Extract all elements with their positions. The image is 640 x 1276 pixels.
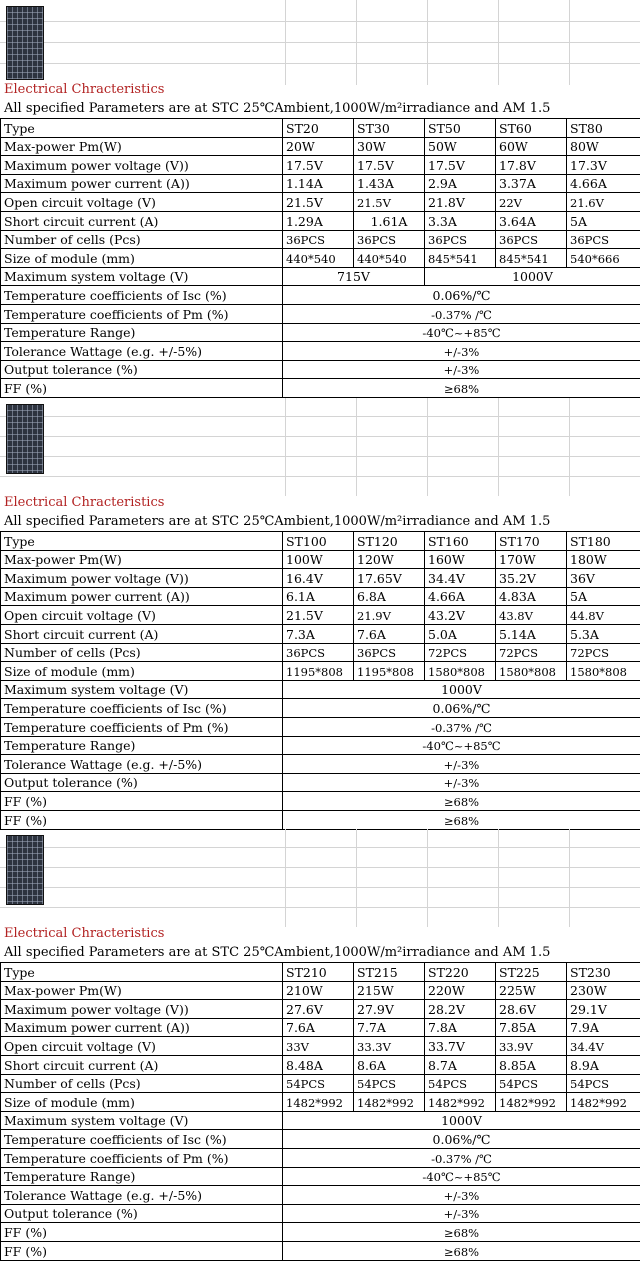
- value-cell: 33V: [283, 1037, 354, 1056]
- table-row: [1, 1093, 640, 1112]
- table-row: [1, 156, 640, 175]
- value-cell: 33.7V: [425, 1037, 496, 1056]
- model-cell: ST230: [567, 963, 640, 982]
- row-label: Size of module (mm): [1, 662, 283, 681]
- value-cell: 36PCS: [425, 230, 496, 249]
- row-label: Temperature coefficients of Isc (%): [1, 1130, 283, 1149]
- value-cell: 0.06%/℃: [283, 699, 640, 718]
- table-row: [1, 699, 640, 718]
- value-cell: 36PCS: [354, 230, 425, 249]
- table-row: [1, 532, 640, 551]
- value-cell: 845*541: [425, 249, 496, 268]
- row-label: Maximum power current (A)): [1, 587, 283, 606]
- value-cell: 29.1V: [567, 1000, 640, 1019]
- row-label: Max-power Pm(W): [1, 981, 283, 1000]
- table-row: [1, 624, 640, 643]
- table-row: [1, 587, 640, 606]
- value-cell: 210W: [283, 981, 354, 1000]
- row-label: Short circuit current (A): [1, 1055, 283, 1074]
- table-row: [1, 379, 640, 398]
- row-label: Type: [1, 119, 283, 138]
- value-cell: +/-3%: [283, 1186, 640, 1205]
- value-cell: +/-3%: [283, 773, 640, 792]
- value-cell: 7.9A: [567, 1018, 640, 1037]
- value-cell: 1000V: [425, 267, 640, 286]
- value-cell: 72PCS: [496, 643, 567, 662]
- model-cell: ST180: [567, 532, 640, 551]
- table-row: [1, 662, 640, 681]
- row-label: Temperature Range): [1, 736, 283, 755]
- value-cell: 7.85A: [496, 1018, 567, 1037]
- value-cell: 7.6A: [354, 624, 425, 643]
- value-cell: 16.4V: [283, 569, 354, 588]
- value-cell: ≥68%: [283, 792, 640, 811]
- row-label: FF (%): [1, 792, 283, 811]
- value-cell: 21.8V: [425, 193, 496, 212]
- row-label: FF (%): [1, 810, 283, 829]
- row-label: Max-power Pm(W): [1, 137, 283, 156]
- value-cell: 17.5V: [283, 156, 354, 175]
- value-cell: 50W: [425, 137, 496, 156]
- table-row: [1, 1074, 640, 1093]
- value-cell: +/-3%: [283, 342, 640, 361]
- row-label: Maximum power voltage (V)): [1, 569, 283, 588]
- value-cell: 1580*808: [425, 662, 496, 681]
- value-cell: 22V: [496, 193, 567, 212]
- value-cell: +/-3%: [283, 755, 640, 774]
- row-label: Size of module (mm): [1, 1093, 283, 1112]
- table-row: [1, 680, 640, 699]
- value-cell: 54PCS: [496, 1074, 567, 1093]
- value-cell: 54PCS: [283, 1074, 354, 1093]
- value-cell: 54PCS: [425, 1074, 496, 1093]
- value-cell: 36PCS: [567, 230, 640, 249]
- value-cell: 43.2V: [425, 606, 496, 625]
- empty-grid-area: [0, 0, 640, 85]
- table-row: [1, 360, 640, 379]
- table-row: [1, 304, 640, 323]
- value-cell: 100W: [283, 550, 354, 569]
- solar-panel-icon: [6, 835, 44, 905]
- value-cell: 4.66A: [567, 174, 640, 193]
- value-cell: 715V: [283, 267, 425, 286]
- value-cell: 43.8V: [496, 606, 567, 625]
- model-cell: ST160: [425, 532, 496, 551]
- table-row: [1, 1130, 640, 1149]
- table-row: [1, 736, 640, 755]
- value-cell: 1.61A: [354, 211, 425, 230]
- value-cell: 7.7A: [354, 1018, 425, 1037]
- value-cell: -40℃~+85℃: [283, 736, 640, 755]
- value-cell: 7.8A: [425, 1018, 496, 1037]
- value-cell: 180W: [567, 550, 640, 569]
- value-cell: 845*541: [496, 249, 567, 268]
- value-cell: 6.8A: [354, 587, 425, 606]
- row-label: Number of cells (Pcs): [1, 230, 283, 249]
- value-cell: 3.64A: [496, 211, 567, 230]
- value-cell: 17.8V: [496, 156, 567, 175]
- value-cell: 5.14A: [496, 624, 567, 643]
- row-label: Short circuit current (A): [1, 624, 283, 643]
- row-label: Output tolerance (%): [1, 1204, 283, 1223]
- row-label: Short circuit current (A): [1, 211, 283, 230]
- value-cell: 1482*992: [425, 1093, 496, 1112]
- value-cell: 0.06%/℃: [283, 286, 640, 305]
- row-label: Maximum power voltage (V)): [1, 156, 283, 175]
- value-cell: 1482*992: [283, 1093, 354, 1112]
- value-cell: 36PCS: [496, 230, 567, 249]
- table-row: [1, 981, 640, 1000]
- value-cell: ≥68%: [283, 810, 640, 829]
- model-cell: ST100: [283, 532, 354, 551]
- table-row: [1, 119, 640, 138]
- value-cell: 1482*992: [354, 1093, 425, 1112]
- value-cell: 54PCS: [354, 1074, 425, 1093]
- value-cell: 230W: [567, 981, 640, 1000]
- value-cell: 1195*808: [354, 662, 425, 681]
- row-label: Size of module (mm): [1, 249, 283, 268]
- value-cell: ≥68%: [283, 1241, 640, 1260]
- value-cell: 30W: [354, 137, 425, 156]
- value-cell: 34.4V: [425, 569, 496, 588]
- table-row: [1, 1204, 640, 1223]
- value-cell: 72PCS: [567, 643, 640, 662]
- model-cell: ST30: [354, 119, 425, 138]
- value-cell: 5.0A: [425, 624, 496, 643]
- row-label: Tolerance Wattage (e.g. +/-5%): [1, 342, 283, 361]
- row-label: FF (%): [1, 379, 283, 398]
- value-cell: 28.6V: [496, 1000, 567, 1019]
- value-cell: 1.43A: [354, 174, 425, 193]
- value-cell: 225W: [496, 981, 567, 1000]
- empty-grid-area: [0, 829, 640, 927]
- table-row: [1, 963, 640, 982]
- solar-panel-icon: [6, 404, 44, 474]
- value-cell: 7.3A: [283, 624, 354, 643]
- row-label: Output tolerance (%): [1, 360, 283, 379]
- model-cell: ST120: [354, 532, 425, 551]
- value-cell: 1482*992: [496, 1093, 567, 1112]
- value-cell: 7.6A: [283, 1018, 354, 1037]
- value-cell: 6.1A: [283, 587, 354, 606]
- value-cell: 3.3A: [425, 211, 496, 230]
- section-title: Electrical Chracteristics: [4, 495, 165, 510]
- value-cell: +/-3%: [283, 360, 640, 379]
- value-cell: 72PCS: [425, 643, 496, 662]
- value-cell: 4.66A: [425, 587, 496, 606]
- model-cell: ST80: [567, 119, 640, 138]
- table-row: [1, 717, 640, 736]
- value-cell: -40℃~+85℃: [283, 323, 640, 342]
- row-label: Type: [1, 532, 283, 551]
- stc-note: All specified Parameters are at STC 25℃Ambient,1000W/m²irradiance and AM 1.5: [4, 101, 551, 116]
- value-cell: 5A: [567, 587, 640, 606]
- row-label: Max-power Pm(W): [1, 550, 283, 569]
- row-label: Temperature coefficients of Isc (%): [1, 286, 283, 305]
- value-cell: 1195*808: [283, 662, 354, 681]
- table-row: [1, 267, 640, 286]
- model-cell: ST50: [425, 119, 496, 138]
- value-cell: 1580*808: [567, 662, 640, 681]
- value-cell: 80W: [567, 137, 640, 156]
- value-cell: ≥68%: [283, 1223, 640, 1242]
- value-cell: 36PCS: [283, 643, 354, 662]
- value-cell: 120W: [354, 550, 425, 569]
- value-cell: 1.29A: [283, 211, 354, 230]
- value-cell: 28.2V: [425, 1000, 496, 1019]
- value-cell: 17.5V: [354, 156, 425, 175]
- value-cell: 20W: [283, 137, 354, 156]
- table-row: [1, 174, 640, 193]
- value-cell: 215W: [354, 981, 425, 1000]
- value-cell: 1000V: [283, 1111, 640, 1130]
- table-row: [1, 1241, 640, 1260]
- section-title: Electrical Chracteristics: [4, 82, 165, 97]
- table-row: [1, 211, 640, 230]
- row-label: Maximum system voltage (V): [1, 267, 283, 286]
- value-cell: 21.6V: [567, 193, 640, 212]
- value-cell: 21.5V: [354, 193, 425, 212]
- row-label: Number of cells (Pcs): [1, 1074, 283, 1093]
- value-cell: 33.3V: [354, 1037, 425, 1056]
- stc-note: All specified Parameters are at STC 25℃Ambient,1000W/m²irradiance and AM 1.5: [4, 945, 551, 960]
- value-cell: 36V: [567, 569, 640, 588]
- model-cell: ST20: [283, 119, 354, 138]
- value-cell: 0.06%/℃: [283, 1130, 640, 1149]
- value-cell: -0.37% /℃: [283, 1148, 640, 1167]
- value-cell: 440*540: [354, 249, 425, 268]
- table-row: [1, 792, 640, 811]
- table-row: [1, 342, 640, 361]
- table-row: [1, 1186, 640, 1205]
- solar-panel-icon: [6, 6, 44, 80]
- row-label: Type: [1, 963, 283, 982]
- row-label: Maximum power current (A)): [1, 1018, 283, 1037]
- model-cell: ST215: [354, 963, 425, 982]
- table-row: [1, 230, 640, 249]
- value-cell: -0.37% /℃: [283, 717, 640, 736]
- value-cell: 54PCS: [567, 1074, 640, 1093]
- table-row: [1, 569, 640, 588]
- row-label: Temperature coefficients of Pm (%): [1, 1148, 283, 1167]
- value-cell: 1.14A: [283, 174, 354, 193]
- value-cell: 8.9A: [567, 1055, 640, 1074]
- table-row: [1, 1111, 640, 1130]
- table-row: [1, 1148, 640, 1167]
- model-cell: ST225: [496, 963, 567, 982]
- value-cell: 27.6V: [283, 1000, 354, 1019]
- value-cell: 8.7A: [425, 1055, 496, 1074]
- value-cell: 540*666: [567, 249, 640, 268]
- value-cell: 2.9A: [425, 174, 496, 193]
- table-row: [1, 643, 640, 662]
- row-label: Temperature Range): [1, 323, 283, 342]
- value-cell: 36PCS: [354, 643, 425, 662]
- value-cell: ≥68%: [283, 379, 640, 398]
- section-title: Electrical Chracteristics: [4, 926, 165, 941]
- value-cell: -0.37% /℃: [283, 304, 640, 323]
- row-label: FF (%): [1, 1241, 283, 1260]
- value-cell: -40℃~+85℃: [283, 1167, 640, 1186]
- table-row: [1, 137, 640, 156]
- table-row: [1, 1037, 640, 1056]
- model-cell: ST210: [283, 963, 354, 982]
- value-cell: 33.9V: [496, 1037, 567, 1056]
- value-cell: 440*540: [283, 249, 354, 268]
- value-cell: 17.3V: [567, 156, 640, 175]
- value-cell: 5A: [567, 211, 640, 230]
- row-label: Temperature coefficients of Pm (%): [1, 304, 283, 323]
- spec-table: [0, 531, 640, 830]
- value-cell: 8.85A: [496, 1055, 567, 1074]
- value-cell: 8.6A: [354, 1055, 425, 1074]
- table-row: [1, 249, 640, 268]
- table-row: [1, 286, 640, 305]
- spec-table: [0, 962, 640, 1261]
- row-label: Open circuit voltage (V): [1, 193, 283, 212]
- value-cell: 21.5V: [283, 193, 354, 212]
- value-cell: 44.8V: [567, 606, 640, 625]
- model-cell: ST170: [496, 532, 567, 551]
- value-cell: 8.48A: [283, 1055, 354, 1074]
- spec-table: [0, 118, 640, 398]
- value-cell: 21.5V: [283, 606, 354, 625]
- row-label: Open circuit voltage (V): [1, 1037, 283, 1056]
- empty-grid-area: [0, 398, 640, 496]
- value-cell: 160W: [425, 550, 496, 569]
- table-row: [1, 755, 640, 774]
- value-cell: 220W: [425, 981, 496, 1000]
- value-cell: 4.83A: [496, 587, 567, 606]
- value-cell: 60W: [496, 137, 567, 156]
- row-label: Maximum power voltage (V)): [1, 1000, 283, 1019]
- row-label: Tolerance Wattage (e.g. +/-5%): [1, 1186, 283, 1205]
- table-row: [1, 193, 640, 212]
- row-label: Temperature Range): [1, 1167, 283, 1186]
- value-cell: 1482*992: [567, 1093, 640, 1112]
- table-row: [1, 1167, 640, 1186]
- value-cell: 3.37A: [496, 174, 567, 193]
- table-row: [1, 323, 640, 342]
- stc-note: All specified Parameters are at STC 25℃Ambient,1000W/m²irradiance and AM 1.5: [4, 514, 551, 529]
- value-cell: 17.5V: [425, 156, 496, 175]
- row-label: FF (%): [1, 1223, 283, 1242]
- row-label: Open circuit voltage (V): [1, 606, 283, 625]
- value-cell: 35.2V: [496, 569, 567, 588]
- value-cell: 36PCS: [283, 230, 354, 249]
- table-row: [1, 1000, 640, 1019]
- row-label: Output tolerance (%): [1, 773, 283, 792]
- table-row: [1, 1055, 640, 1074]
- row-label: Maximum power current (A)): [1, 174, 283, 193]
- table-row: [1, 773, 640, 792]
- row-label: Number of cells (Pcs): [1, 643, 283, 662]
- value-cell: 170W: [496, 550, 567, 569]
- value-cell: 27.9V: [354, 1000, 425, 1019]
- model-cell: ST220: [425, 963, 496, 982]
- model-cell: ST60: [496, 119, 567, 138]
- table-row: [1, 1223, 640, 1242]
- value-cell: 21.9V: [354, 606, 425, 625]
- value-cell: 1000V: [283, 680, 640, 699]
- table-row: [1, 550, 640, 569]
- value-cell: +/-3%: [283, 1204, 640, 1223]
- row-label: Tolerance Wattage (e.g. +/-5%): [1, 755, 283, 774]
- row-label: Maximum system voltage (V): [1, 1111, 283, 1130]
- table-row: [1, 1018, 640, 1037]
- value-cell: 17.65V: [354, 569, 425, 588]
- row-label: Temperature coefficients of Pm (%): [1, 717, 283, 736]
- value-cell: 34.4V: [567, 1037, 640, 1056]
- value-cell: 1580*808: [496, 662, 567, 681]
- row-label: Temperature coefficients of Isc (%): [1, 699, 283, 718]
- table-row: [1, 606, 640, 625]
- value-cell: 5.3A: [567, 624, 640, 643]
- table-row: [1, 810, 640, 829]
- row-label: Maximum system voltage (V): [1, 680, 283, 699]
